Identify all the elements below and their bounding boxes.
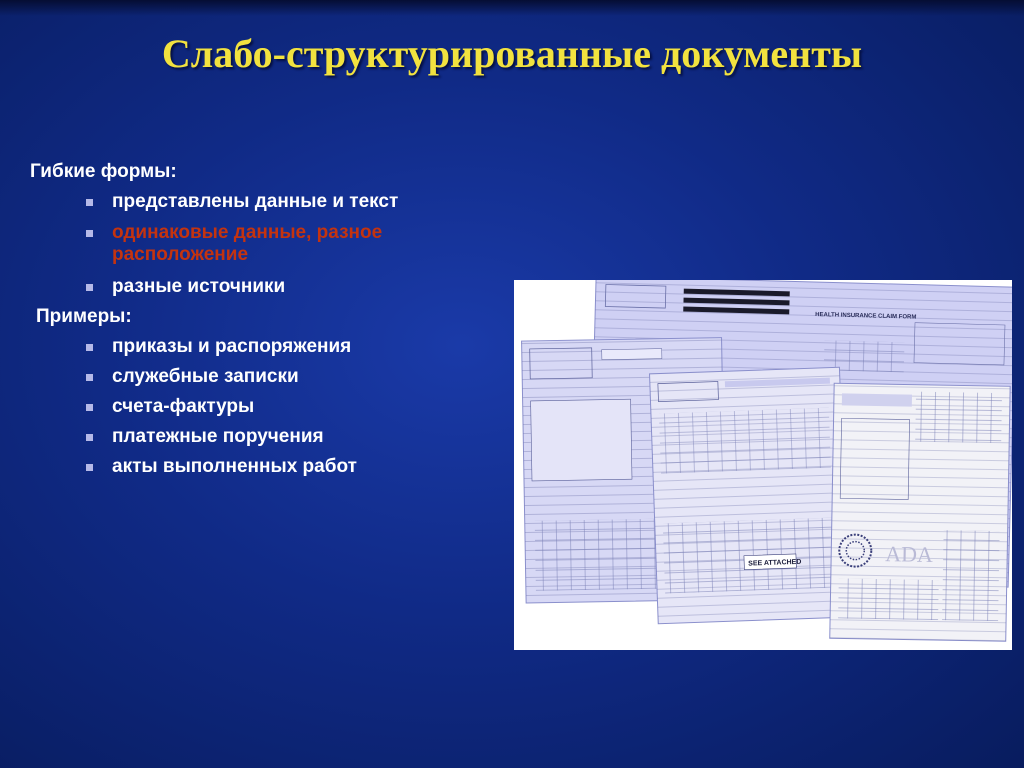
list-item xyxy=(86,456,466,478)
form-right xyxy=(830,383,1010,641)
list-item-text: разные источники xyxy=(112,276,286,297)
list-item-text: платежные поручения xyxy=(112,426,324,447)
form-middle xyxy=(650,367,849,623)
list-item-text: акты выполненных работ xyxy=(112,456,357,477)
list-item-text: приказы и распоряжения xyxy=(112,336,352,357)
forms-image xyxy=(514,280,1012,650)
see-attached-stamp: SEE ATTACHED xyxy=(748,558,802,568)
square-bullet-icon xyxy=(86,230,93,237)
square-bullet-icon xyxy=(86,199,93,206)
list-item xyxy=(86,366,466,388)
list-item-text: представлены данные и текст xyxy=(112,191,399,212)
list-item xyxy=(86,191,466,213)
square-bullet-icon xyxy=(86,374,93,381)
forms-collage-illustration xyxy=(514,280,1012,650)
square-bullet-icon xyxy=(86,344,93,351)
square-bullet-icon xyxy=(86,404,93,411)
list-item-highlighted xyxy=(86,222,466,266)
square-bullet-icon xyxy=(86,284,93,291)
slide-title: Слабо-структурированные документы xyxy=(161,31,863,76)
ada-watermark: ADA xyxy=(885,541,934,567)
section-heading-examples: Примеры: xyxy=(36,306,132,327)
top-band xyxy=(0,0,1024,16)
section-heading-flexible-forms: Гибкие формы: xyxy=(30,161,177,182)
list-item xyxy=(86,426,466,448)
list-item-text: одинаковые данные, разное расположение xyxy=(112,222,383,265)
list-item-text: счета-фактуры xyxy=(112,396,255,417)
square-bullet-icon xyxy=(86,464,93,471)
list-item xyxy=(86,336,466,358)
list-item xyxy=(86,396,466,418)
list-item-text: служебные записки xyxy=(112,366,299,387)
form-caption: HEALTH INSURANCE CLAIM FORM xyxy=(815,312,917,321)
list-item xyxy=(86,276,466,298)
square-bullet-icon xyxy=(86,434,93,441)
